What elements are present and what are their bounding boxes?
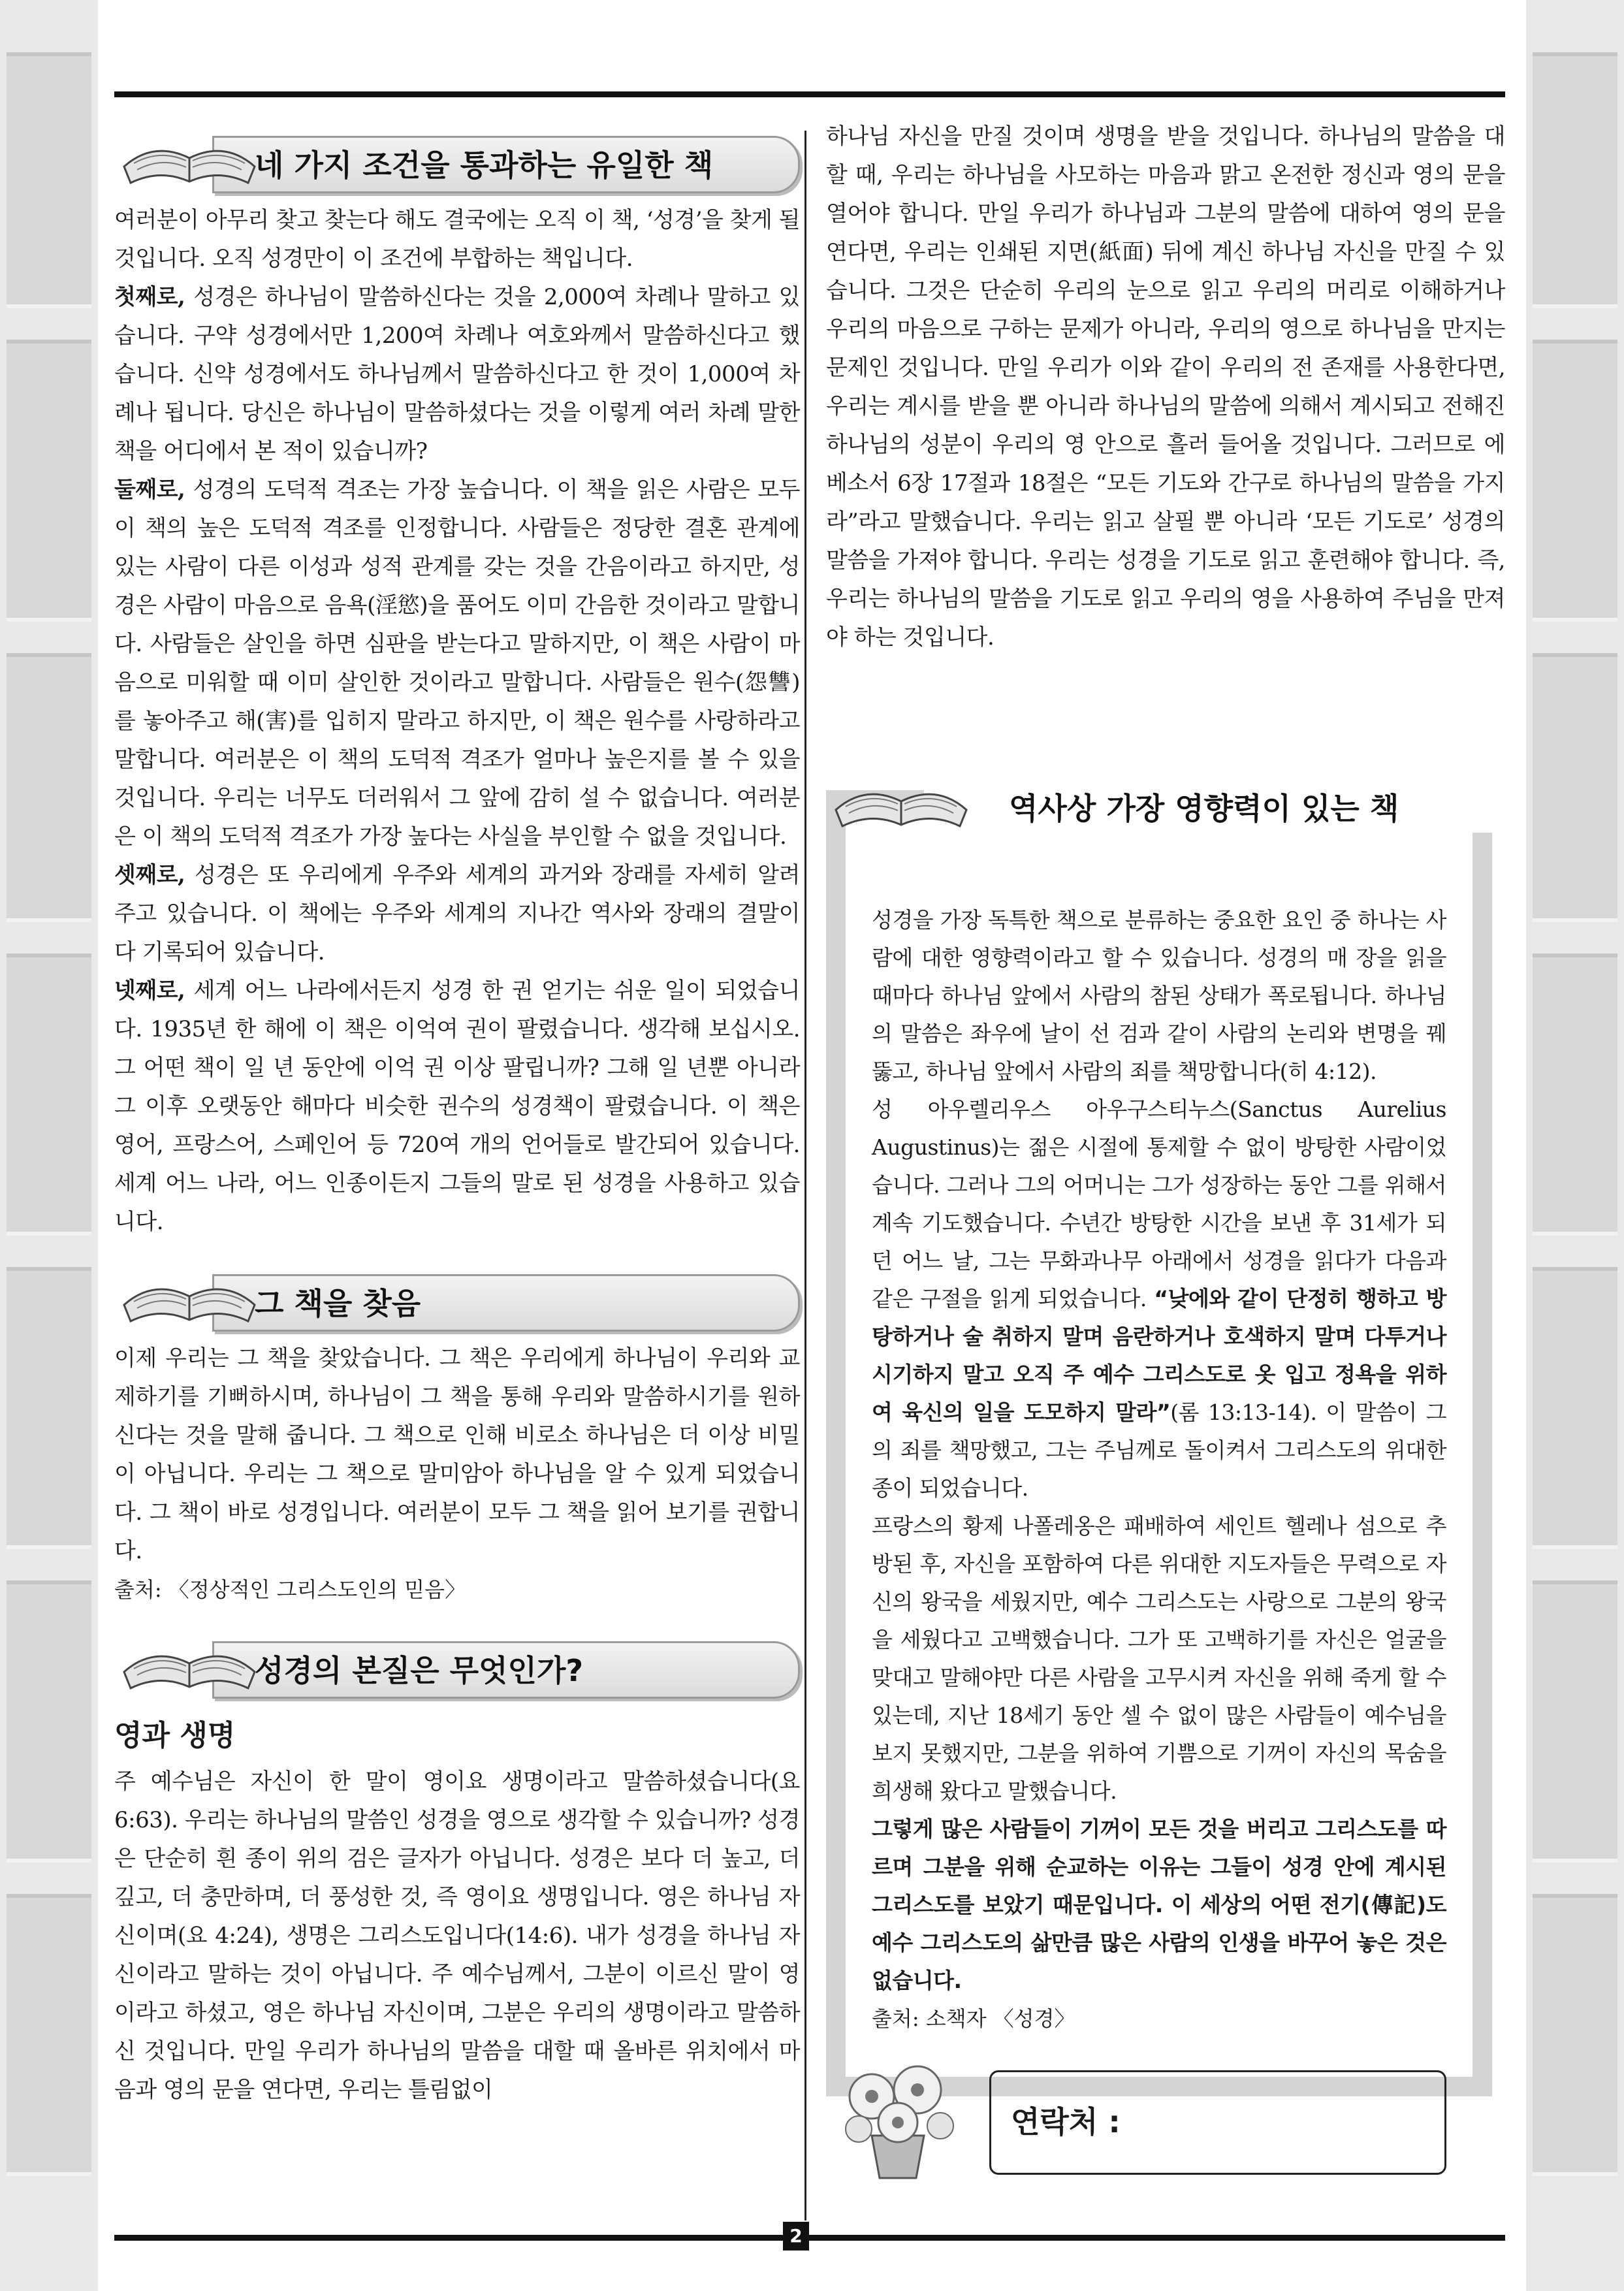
framed-box-influential-book — [826, 790, 1492, 2096]
section-header-nature-of-bible — [114, 1623, 800, 1701]
source-citation: 출처: 〈정상적인 그리스도인의 믿음〉 — [114, 1577, 466, 1602]
contact-label: 연락처 : — [1011, 2104, 1121, 2139]
paragraph-emphasis: 그렇게 많은 사람들이 기꺼이 모든 것을 버리고 그리스도를 따르며 그분을 위해 순교하는 이유는 그들이 성경 안에 계시된 그리스도를 보았기 때문입니다. 이 세상의 어떤 전기(傳記)도 예수 그리스도의 삶만큼 많은 사람의 인생을 바꾸어 놓은 것은 없습니다. — [872, 1816, 1446, 1993]
box-content — [872, 901, 1446, 2038]
column-divider — [804, 131, 806, 2220]
paragraph: 프랑스의 황제 나폴레옹은 패배하여 세인트 헬레나 섬으로 추방된 후, 자신을 포함하여 다른 위대한 지도자들은 무력으로 자신의 왕국을 세웠지만, 예수 그리스도는 사랑으로 그분의 왕국을 세웠다고 고백했습니다. 그가 또 고백하기를 자신은 얼굴을 맞대고 말해야만 다른 사람을 고무시켜 자신을 위해 죽게 할 수 있는데, 지난 18세기 동안 셀 수 없이 많은 사람들이 예수님을 보지 못했지만, 그분을 위하여 기쁨으로 기꺼이 자신의 목숨을 희생해 왔다고 말했습니다. — [872, 1513, 1446, 1804]
contact-field[interactable] — [989, 2070, 1446, 2175]
open-book-icon — [114, 118, 264, 196]
left-bookshelf-background — [0, 0, 98, 2291]
contact-area — [826, 2044, 1505, 2188]
section-title: 성경의 본질은 무엇인가? — [255, 1653, 584, 1688]
paragraph: 셋째로, 성경은 또 우리에게 우주와 세계의 과거와 장래를 자세히 알려 주고 있습니다. 이 책에는 우주와 세계의 지나간 역사와 장래의 결말이 다 기록되어 있습니다. — [114, 862, 800, 965]
open-book-icon — [826, 761, 976, 839]
section-header-influential-book — [826, 761, 1492, 839]
paragraph: 성경을 가장 독특한 책으로 분류하는 중요한 요인 중 하나는 사람에 대한 영향력이라고 할 수 있습니다. 성경의 매 장을 읽을 때마다 하나님 앞에서 사람의 참된 상태가 폭로됩니다. 하나님의 말씀은 좌우에 날이 선 검과 같이 사람의 논리와 변명을 꿰뚫고, 하나님 앞에서 사람의 죄를 책망합니다(히 4:12). — [872, 907, 1446, 1084]
subsection-title: 영과 생명 — [114, 1719, 236, 1752]
section-header-four-conditions — [114, 118, 800, 196]
section-title: 네 가지 조건을 통과하는 유일한 책 — [255, 148, 714, 183]
page-number: 2 — [783, 2222, 809, 2251]
paragraph: 성 아우렐리우스 아우구스티누스(Sanctus Aurelius Augustinus)는 젊은 시절에 통제할 수 없이 방탕한 사람이었습니다. 그러나 그의 어머니는 그가 성장하는 동안 그를 위해서 계속 기도했습니다. 수년간 방탕한 시간을 보낸 후 31세가 되던 어느 날, 그는 무화과나무 아래에서 성경을 읽다가 다음과 같은 구절을 읽게 되었습니다. “낮에와 같이 단정히 행하고 방탕하거나 술 취하지 말며 음란하거나 호색하지 말며 다투거나 시기하지 말고 오직 주 예수 그리스도로 옷 입고 정욕을 위하여 육신의 일을 도모하지 말라”(롬 13:13-14). 이 말씀이 그의 죄를 책망했고, 그는 주님께로 돌이켜서 그리스도의 위대한 종이 되었습니다. — [872, 1097, 1446, 1501]
open-book-icon — [114, 1623, 264, 1701]
paragraph: 하나님 자신을 만질 것이며 생명을 받을 것입니다. 하나님의 말씀을 대할 때, 우리는 하나님을 사모하는 마음과 맑고 온전한 정신과 영의 문을 열어야 합니다. 만일 우리가 하나님과 그분의 말씀에 대하여 영의 문을 연다면, 우리는 인쇄된 지면(紙面) 뒤에 계신 하나님 자신을 만질 수 있습니다. 그것은 단순히 우리의 눈으로 읽고 우리의 머리로 이해하거나 우리의 마음으로 구하는 문제가 아니라, 우리의 영으로 하나님을 만지는 문제인 것입니다. 만일 우리가 이와 같이 우리의 전 존재를 사용한다면, 우리는 계시를 받을 뿐 아니라 하나님의 말씀에 의해서 계시되고 전해진 하나님의 성분이 우리의 영 안으로 흘러 들어올 것입니다. 그러므로 에베소서 6장 17절과 18절은 “모든 기도와 간구로 하나님의 말씀을 가지라”라고 말했습니다. 우리는 읽고 살필 뿐 아니라 ‘모든 기도로’ 성경의 말씀을 가져야 합니다. 우리는 성경을 기도로 읽고 훈련해야 합니다. 즉, 우리는 하나님의 말씀을 기도로 읽고 우리의 영을 사용하여 주님을 만져야 하는 것입니다. — [826, 123, 1505, 650]
paragraph: 이제 우리는 그 책을 찾았습니다. 그 책은 우리에게 하나님이 우리와 교제하기를 기뻐하시며, 하나님이 그 책을 통해 우리와 말씀하시기를 원하신다는 것을 말해 줍니다. 그 책으로 인해 비로소 하나님은 더 이상 비밀이 아닙니다. 우리는 그 책으로 말미암아 하나님을 알 수 있게 되었습니다. 그 책이 바로 성경입니다. 여러분이 모두 그 책을 읽어 보기를 권합니다. — [114, 1345, 800, 1564]
section-title: 역사상 가장 영향력이 있는 책 — [1009, 791, 1399, 826]
section-title: 그 책을 찾음 — [255, 1286, 421, 1321]
right-column — [826, 118, 1505, 2031]
section-header-finding-the-book — [114, 1256, 800, 1334]
left-column — [114, 118, 800, 2109]
open-book-icon — [114, 1256, 264, 1334]
paragraph: 여러분이 아무리 찾고 찾는다 해도 결국에는 오직 이 책, ‘성경’을 찾게 될 것입니다. 오직 성경만이 이 조건에 부합하는 책입니다. — [114, 207, 800, 272]
paragraph: 주 예수님은 자신이 한 말이 영이요 생명이라고 말씀하셨습니다(요 6:63). 우리는 하나님의 말씀인 성경을 영으로 생각할 수 있습니까? 성경은 단순히 흰 종이 위의 검은 글자가 아닙니다. 성경은 보다 더 높고, 더 깊고, 더 충만하며, 더 풍성한 것, 즉 영이요 생명입니다. 영은 하나님 자신이며(요 4:24), 생명은 그리스도입니다(14:6). 내가 성경을 하나님 자신이라고 말하는 것이 아닙니다. 주 예수님께서, 그분이 이르신 말이 영이라고 하셨고, 영은 하나님 자신이며, 그분은 우리의 생명이라고 말씀하신 것입니다. 만일 우리가 하나님의 말씀을 대할 때 올바른 위치에서 마음과 영의 문을 연다면, 우리는 틀림없이 — [114, 1769, 800, 2103]
paragraph: 첫째로, 성경은 하나님이 말씀하신다는 것을 2,000여 차례나 말하고 있습니다. 구약 성경에서만 1,200여 차례나 여호와께서 말씀하신다고 했습니다. 신약 성경에서도 하나님께서 말씀하신다고 한 것이 1,000여 차례나 됩니다. 당신은 하나님이 말씀하셨다는 것을 이렇게 여러 차례 말한 책을 어디에서 본 적이 있습니까? — [114, 284, 800, 464]
right-bookshelf-background — [1526, 0, 1624, 2291]
flower-pot-icon — [833, 2051, 963, 2181]
source-citation: 출처: 소책자 〈성경〉 — [872, 2006, 1075, 2031]
paragraph: 둘째로, 성경의 도덕적 격조는 가장 높습니다. 이 책을 읽은 사람은 모두 이 책의 높은 도덕적 격조를 인정합니다. 사람들은 정당한 결혼 관계에 있는 사람이 다른 이성과 성적 관계를 갖는 것을 간음이라고 하지만, 성경은 사람이 마음으로 음욕(淫慾)을 품어도 이미 간음한 것이라고 말합니다. 사람들은 살인을 하면 심판을 받는다고 말하지만, 이 책은 사람이 마음으로 미워할 때 이미 살인한 것이라고 말합니다. 사람들은 원수(怨讐)를 놓아주고 해(害)를 입히지 말라고 하지만, 이 책은 원수를 사랑하라고 말합니다. 여러분은 이 책의 도덕적 격조가 얼마나 높은지를 볼 수 있을 것입니다. 우리는 너무도 더러워서 그 앞에 감히 설 수 없습니다. 여러분은 이 책의 도덕적 격조가 가장 높다는 사실을 부인할 수 없을 것입니다. — [114, 477, 800, 850]
page — [114, 91, 1505, 2247]
paragraph: 넷째로, 세계 어느 나라에서든지 성경 한 권 얻기는 쉬운 일이 되었습니다. 1935년 한 해에 이 책은 이억여 권이 팔렸습니다. 생각해 보십시오. 그 어떤 책이 일 년 동안에 이억 권 이상 팔립니까? 그해 일 년뿐 아니라 그 이후 오랫동안 해마다 비슷한 권수의 성경책이 팔렸습니다. 이 책은 영어, 프랑스어, 스페인어 등 720여 개의 언어들로 발간되어 있습니다. 세계 어느 나라, 어느 인종이든지 그들의 말로 된 성경을 사용하고 있습니다. — [114, 978, 800, 1235]
bottom-rule — [114, 2235, 1505, 2241]
top-rule — [114, 91, 1505, 97]
